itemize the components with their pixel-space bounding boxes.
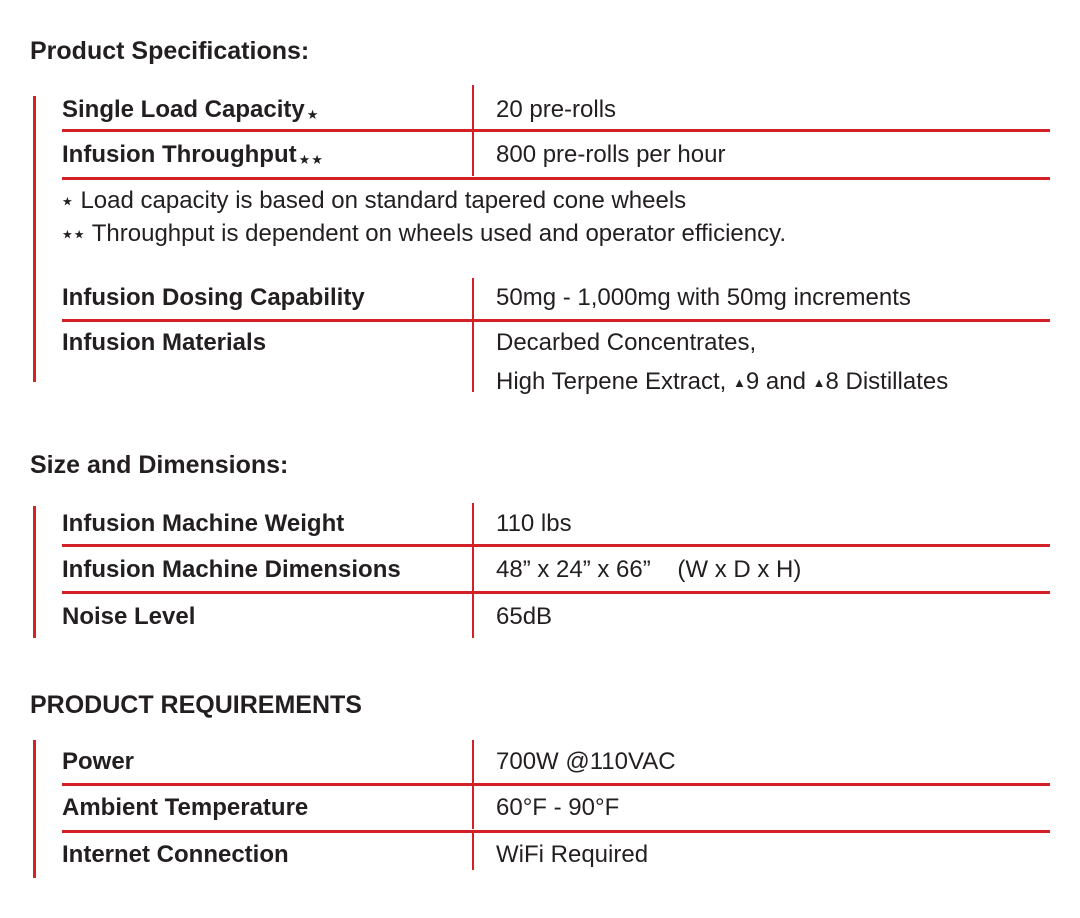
column-divider bbox=[472, 130, 474, 176]
req-value-ambient-temperature: 60°F - 90°F bbox=[496, 794, 620, 821]
req-value-internet-connection: WiFi Required bbox=[496, 841, 649, 868]
footnote-text: Load capacity is based on standard tapered cone wheels bbox=[80, 187, 687, 214]
size-label-weight: Infusion Machine Weight bbox=[62, 510, 345, 537]
req-label-internet-connection: Internet Connection bbox=[62, 841, 289, 868]
materials-text: High Terpene Extract, bbox=[496, 368, 734, 395]
req-label-power: Power bbox=[62, 748, 135, 775]
row-rule bbox=[62, 591, 1050, 594]
column-divider bbox=[472, 278, 474, 319]
column-divider bbox=[472, 318, 474, 392]
row-rule bbox=[62, 129, 1050, 132]
spec-value-single-load-capacity: 20 pre-rolls bbox=[496, 96, 617, 123]
double-star-icon: ★★ bbox=[62, 227, 86, 242]
materials-line-2 bbox=[496, 367, 948, 398]
spec-value-dosing-capability: 50mg - 1,000mg with 50mg increments bbox=[496, 284, 911, 311]
materials-text: 9 and bbox=[745, 368, 813, 395]
spec-label-infusion-throughput: Infusion Throughput bbox=[62, 141, 297, 168]
size-label-noise: Noise Level bbox=[62, 603, 196, 630]
size-accent-bar bbox=[33, 506, 36, 638]
spec-label-dosing-capability: Infusion Dosing Capability bbox=[62, 284, 365, 311]
size-value-dimensions: 48” x 24” x 66” (W x D x H) bbox=[496, 556, 802, 583]
footnote-text: Throughput is dependent on wheels used and operator efficiency. bbox=[91, 220, 787, 247]
spec-label-single-load-capacity: Single Load Capacity bbox=[62, 96, 305, 123]
star-icon: ★ bbox=[62, 194, 74, 209]
column-divider bbox=[472, 592, 474, 638]
materials-text: 8 Distillates bbox=[825, 368, 949, 395]
spec-value-infusion-throughput: 800 pre-rolls per hour bbox=[496, 141, 726, 168]
row-rule bbox=[62, 177, 1050, 180]
req-value-power: 700W @110VAC bbox=[496, 748, 676, 775]
asterisk-star-icon: ★ bbox=[306, 107, 320, 122]
product-requirements-heading: PRODUCT REQUIREMENTS bbox=[30, 691, 362, 719]
delta-triangle-icon: ▲ bbox=[733, 375, 746, 390]
column-divider bbox=[472, 830, 474, 870]
column-divider bbox=[472, 85, 474, 131]
req-label-ambient-temperature: Ambient Temperature bbox=[62, 794, 309, 821]
column-divider bbox=[472, 740, 474, 784]
row-rule bbox=[62, 830, 1050, 833]
spec-accent-bar bbox=[33, 96, 36, 382]
column-divider bbox=[472, 783, 474, 829]
spec-label-infusion-materials: Infusion Materials bbox=[62, 329, 267, 356]
row-rule bbox=[62, 544, 1050, 547]
requirements-accent-bar bbox=[33, 740, 36, 878]
size-value-weight: 110 lbs bbox=[496, 510, 572, 537]
footnote-load-capacity bbox=[62, 186, 686, 217]
product-specifications-heading: Product Specifications: bbox=[30, 37, 310, 65]
delta-triangle-icon: ▲ bbox=[812, 375, 826, 390]
materials-line-1: Decarbed Concentrates, bbox=[496, 329, 757, 356]
footnote-throughput bbox=[62, 219, 786, 250]
double-star-icon: ★★ bbox=[298, 152, 324, 167]
size-label-dimensions: Infusion Machine Dimensions bbox=[62, 556, 401, 583]
column-divider bbox=[472, 545, 474, 591]
row-rule bbox=[62, 783, 1050, 786]
size-dimensions-heading: Size and Dimensions: bbox=[30, 451, 289, 479]
row-rule bbox=[62, 319, 1050, 322]
size-value-noise: 65dB bbox=[496, 603, 553, 630]
spec-value-infusion-materials bbox=[496, 328, 948, 398]
column-divider bbox=[472, 503, 474, 545]
